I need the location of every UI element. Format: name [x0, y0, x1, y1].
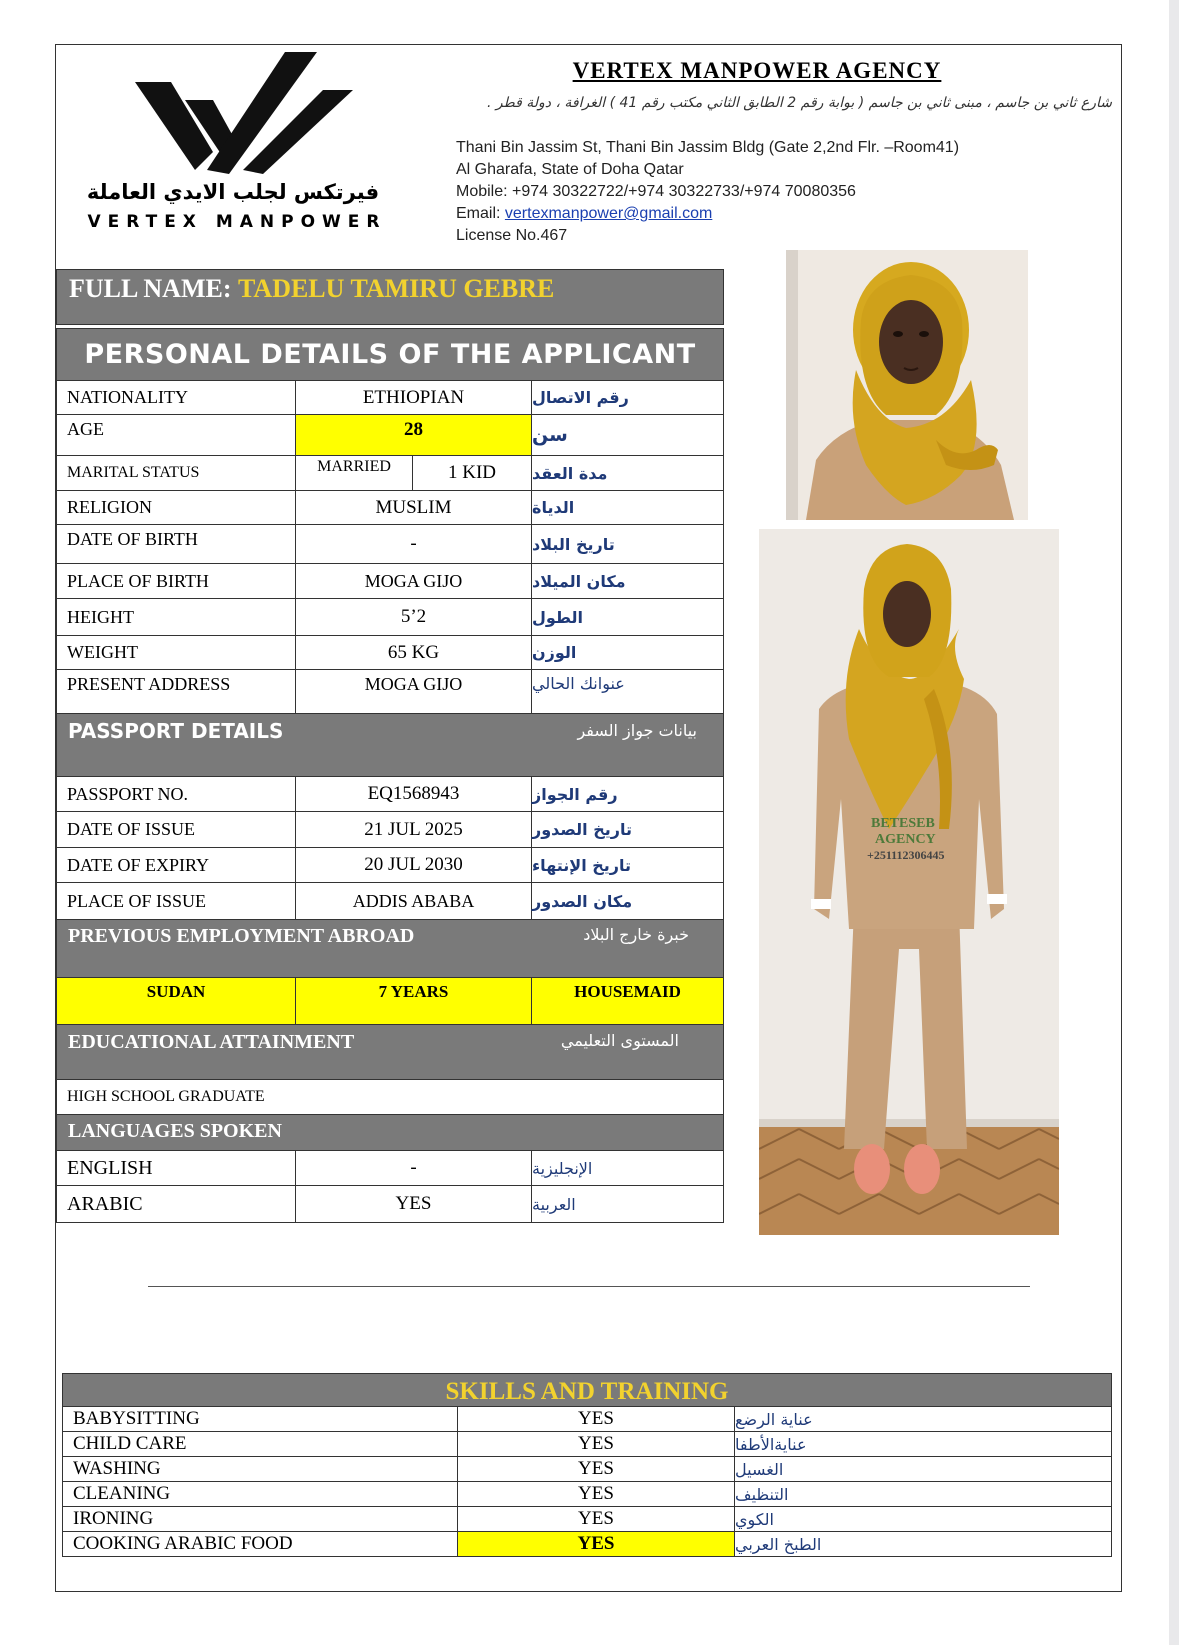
full-name-bar [56, 269, 724, 325]
row-label: NATIONALITY [56, 380, 296, 415]
contact-block [456, 137, 959, 247]
skill-label: CLEANING [62, 1481, 458, 1507]
issue-date-value: 21 JUL 2025 [295, 811, 532, 848]
employment-title [56, 919, 724, 978]
skill-arabic: الغسيل [734, 1456, 1112, 1482]
skill-label: WASHING [62, 1456, 458, 1482]
row-value: 5’2 [295, 598, 532, 636]
passport-number-value: EQ1568943 [295, 776, 532, 812]
employment-duration: 7 YEARS [295, 977, 532, 1025]
language-arabic: الإنجليزية [531, 1150, 724, 1186]
skills-title-bar [62, 1373, 1112, 1407]
row-label: RELIGION [56, 490, 296, 525]
skill-value: YES [457, 1431, 735, 1457]
language-arabic: العربية [531, 1185, 724, 1223]
expiry-date-value: 20 JUL 2030 [295, 847, 532, 883]
full-body-illustration [759, 529, 1059, 1235]
email-line [456, 203, 959, 225]
vertex-logo-icon [135, 52, 355, 174]
children-value: 1 KID [412, 455, 532, 491]
row-label: DATE OF BIRTH [56, 524, 296, 564]
row-label: MARITAL STATUS [56, 455, 296, 491]
skill-arabic: التنظيف [734, 1481, 1112, 1507]
applicant-full-body-photo [759, 529, 1059, 1235]
row-label: PLACE OF BIRTH [56, 563, 296, 599]
employment-title-arabic: خبرة خارج البلاد [583, 925, 689, 944]
row-value: - [295, 524, 532, 564]
row-arabic: سن [531, 414, 724, 456]
row-value: MOGA GIJO [295, 669, 532, 714]
passport-title-text: PASSPORT DETAILS [68, 719, 284, 743]
languages-title-text: LANGUAGES SPOKEN [68, 1120, 282, 1142]
email-label: Email: [456, 205, 501, 222]
address-line-1: Thani Bin Jassim St, Thani Bin Jassim Bldg (Gate 2,2nd Flr. –Room41) [456, 139, 960, 156]
row-value: 65 KG [295, 635, 532, 670]
row-value: ETHIOPIAN [295, 380, 532, 415]
education-value: HIGH SCHOOL GRADUATE [56, 1079, 724, 1115]
address-line-2: Al Gharafa, State of Doha Qatar [456, 161, 684, 178]
applicant-portrait-photo [786, 250, 1028, 520]
skill-label: COOKING ARABIC FOOD [62, 1531, 458, 1557]
skill-value: YES [457, 1406, 735, 1432]
personal-details-title [56, 328, 724, 381]
row-arabic: عنوانك الحالي [531, 669, 724, 714]
language-value: - [295, 1150, 532, 1186]
logo-english-text: VERTEX MANPOWER [87, 212, 387, 232]
row-arabic: الوزن [531, 635, 724, 670]
section-divider [148, 1286, 1030, 1287]
row-label: PASSPORT NO. [56, 776, 296, 812]
row-arabic: تاريخ الصدور [531, 811, 724, 848]
row-label: DATE OF EXPIRY [56, 847, 296, 883]
education-title-arabic: المستوى التعليمي [560, 1031, 679, 1050]
personal-details-title-text: PERSONAL DETAILS OF THE APPLICANT [84, 339, 696, 370]
row-arabic: تاريخ البلاد [531, 524, 724, 564]
marital-status-value: MARRIED [295, 455, 413, 491]
skill-arabic: عناية الرضع [734, 1406, 1112, 1432]
row-value: MOGA GIJO [295, 563, 532, 599]
row-label: WEIGHT [56, 635, 296, 670]
row-label: PLACE OF ISSUE [56, 882, 296, 920]
place-of-issue-value: ADDIS ABABA [295, 882, 532, 920]
language-label: ARABIC [56, 1185, 296, 1223]
uniform-text-line-2: AGENCY [875, 832, 936, 847]
passport-details-title [56, 713, 724, 777]
row-arabic: الطول [531, 598, 724, 636]
passport-title-arabic: بيانات جواز السفر [577, 721, 697, 740]
age-value: 28 [295, 414, 532, 456]
portrait-illustration [786, 250, 1028, 520]
full-name-value: TADELU TAMIRU GEBRE [238, 274, 555, 303]
full-name-label: FULL NAME: [69, 274, 232, 303]
row-arabic: مكان الصدور [531, 882, 724, 920]
skill-label: CHILD CARE [62, 1431, 458, 1457]
education-title-text: EDUCATIONAL ATTAINMENT [68, 1031, 355, 1053]
agency-name: VERTEX MANPOWER AGENCY [572, 58, 942, 83]
row-arabic: رقم الجواز [531, 776, 724, 812]
education-title [56, 1024, 724, 1080]
skill-arabic: عنايةالأطفا [734, 1431, 1112, 1457]
language-label: ENGLISH [56, 1150, 296, 1186]
row-label: HEIGHT [56, 598, 296, 636]
skills-title-text: SKILLS AND TRAINING [445, 1378, 729, 1405]
row-label: AGE [56, 414, 296, 456]
row-label: DATE OF ISSUE [56, 811, 296, 848]
skill-value-highlighted: YES [457, 1531, 735, 1557]
employment-country: SUDAN [56, 977, 296, 1025]
skill-value: YES [457, 1506, 735, 1532]
row-arabic: مدة العقد [531, 455, 724, 491]
row-arabic: تاريخ الإنتهاء [531, 847, 724, 883]
skill-value: YES [457, 1456, 735, 1482]
uniform-text-line-3: +251112306445 [867, 848, 945, 862]
employment-position: HOUSEMAID [531, 977, 724, 1025]
email-link[interactable]: vertexmanpower@gmail.com [504, 205, 713, 222]
employment-title-text: PREVIOUS EMPLOYMENT ABROAD [68, 925, 415, 947]
logo-arabic-text: فيرتكس لجلب الايدي العاملة [86, 180, 380, 204]
language-value: YES [295, 1185, 532, 1223]
license-line: License No.467 [456, 227, 568, 244]
skill-value: YES [457, 1481, 735, 1507]
row-value: MUSLIM [295, 490, 532, 525]
mobile-line: Mobile: +974 30322722/+974 30322733/+974 70080356 [456, 183, 856, 200]
skill-arabic: الكوي [734, 1506, 1112, 1532]
skill-arabic: الطبخ العربي [734, 1531, 1112, 1557]
row-arabic: رقم الاتصال [531, 380, 724, 415]
row-label: PRESENT ADDRESS [56, 669, 296, 714]
languages-title [56, 1114, 724, 1151]
uniform-text-line-1: BETESEB [871, 816, 935, 831]
skill-label: BABYSITTING [62, 1406, 458, 1432]
address-arabic: شارع ثاني بن جاسم ، مبنى ثاني بن جاسم ( بوابة رقم 2 الطابق الثاني مكتب رقم 41 ) الغرافة ، دولة قطر . [486, 95, 1112, 111]
row-arabic: مكان الميلاد [531, 563, 724, 599]
skill-label: IRONING [62, 1506, 458, 1532]
row-arabic: الدياة [531, 490, 724, 525]
